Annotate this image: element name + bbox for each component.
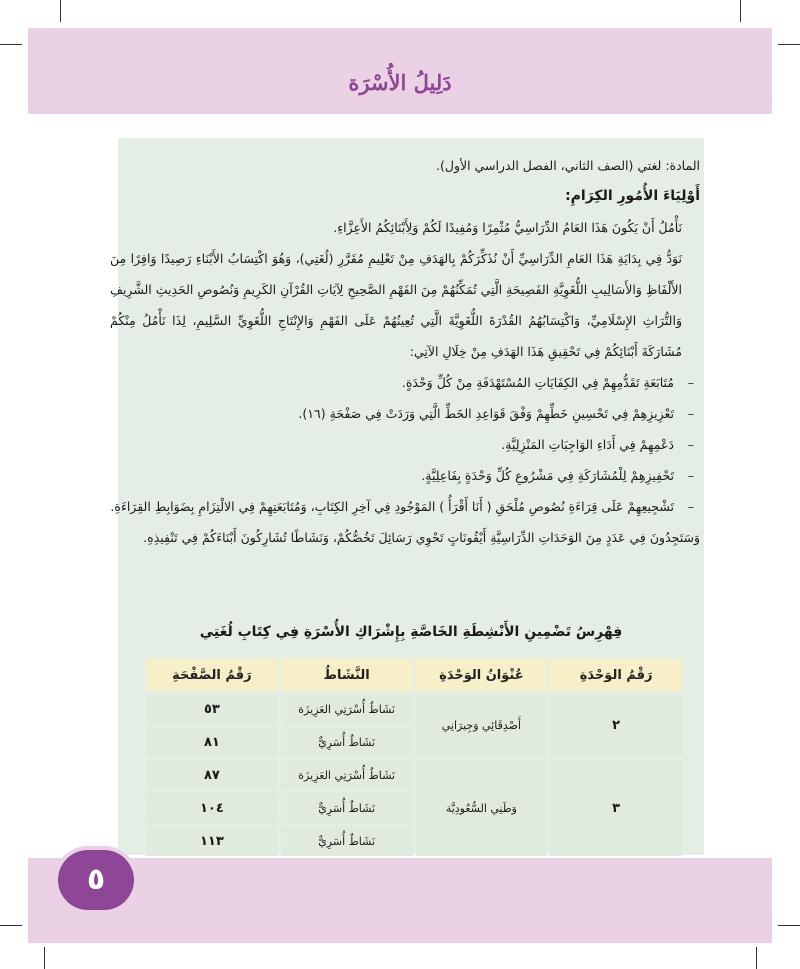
crop-mark <box>778 44 800 45</box>
page-number-badge: ٥ <box>58 850 134 910</box>
page-cell: ٥٣ <box>146 694 278 724</box>
header-unit-title: عُنْوَانُ الوَحْدَةِ <box>416 659 548 691</box>
activities-table <box>143 656 685 859</box>
activity-cell: نَشَاطٌ أُسَرِيٌّ <box>281 793 413 823</box>
crop-mark <box>60 0 61 22</box>
unit-title-cell: وَطَنِي السُّعُودِيَّة <box>416 760 548 856</box>
activity-cell: نَشَاطُ أُسْرَتِي العَزِيزَة <box>281 694 413 724</box>
crop-mark <box>740 0 741 22</box>
activity-cell: نَشَاطٌ أُسَرِيٌّ <box>281 826 413 856</box>
unit-title-cell: أَصْدِقَائِي وَجِيرَانِي <box>416 694 548 757</box>
unit-number-cell: ٢ <box>550 694 682 757</box>
page-cell: ١٠٤ <box>146 793 278 823</box>
list-item: – دَعْمِهِمْ فِي أَدَاءِ الوَاجِبَاتِ المَنْزِلِيَّةِ. <box>110 429 700 460</box>
activity-cell: نَشَاطٌ أُسَرِيٌّ <box>281 727 413 757</box>
guidance-list <box>110 367 700 522</box>
list-item: – مُتَابَعَةِ تَقَدُّمِهِمْ فِي الكِفَايَاتِ المُسْتَهْدَفَةِ مِنْ كُلِّ وَحْدَةٍ. <box>110 367 700 398</box>
intro-paragraph: نَوَدُّ فِي بِدَايَةِ هَذَا العَامِ الدِّرَاسِيِّ أَنْ نُذَكِّرَكُمْ بِالهَدَفِ مِنْ تَعْلِيمِ مُقَرَّرِ (لُغَتِي)، وَهُوَ اكْتِسَابُ الأَبْنَاءِ رَصِيدًا وَافِرًا مِنَ الأَلْفَاظِ وَالأَسَالِيبِ اللُّغَوِيَّةِ الفَصِيحَةِ الَّتِي تُمَكِّنُهُمْ مِنَ الفَهْمِ الصَّحِيحِ لِآيَاتِ القُرْآنِ الكَرِيمِ وَنُصُوصِ الحَدِيثِ الشَّرِيفِ وَالتُّرَاثِ الإِسْلَامِيِّ، وَاكْتِسَابُهُمُ القُدْرَةَ اللُّغَوِيَّةَ الَّتِي تُعِينُهُمْ عَلَى الفَهْمِ وَالإِنْتَاجِ اللُّغَوِيِّ السَّلِيمِ، لِذَا نَأْمُلُ مِنْكُمْ مُشَارَكَةَ أَبْنَائِكُمْ فِي تَحْقِيقِ هَذَا الهَدَفِ مِنْ خِلَالِ الآتِي: <box>110 251 682 359</box>
greeting: أَوْلِيَاءَ الأُمُورِ الكِرَامِ: <box>565 188 700 204</box>
table-row <box>146 760 682 790</box>
crop-mark <box>756 947 757 969</box>
index-title: فِهْرِسُ تَضْمِينِ الأَنْشِطَةِ الخَاصَّةِ بِإِشْرَاكِ الأُسْرَةِ فِي كِتَابِ لُغَتِي <box>199 624 623 640</box>
footer-band <box>28 858 772 943</box>
page-title: دَلِيلُ الأُسْرَة <box>348 70 452 95</box>
header-activity: النَّشَاطُ <box>281 659 413 691</box>
crop-mark <box>0 44 22 45</box>
page-cell: ٨١ <box>146 727 278 757</box>
page-cell: ٨٧ <box>146 760 278 790</box>
crop-mark <box>778 925 800 926</box>
unit-number-cell: ٣ <box>550 760 682 856</box>
closing-paragraph: وَسَتَجِدُونَ فِي عَدَدٍ مِنَ الوَحَدَاتِ الدِّرَاسِيَّةِ أَيْقُونَاتٍ تَحْوِي رَسَائِلَ تَخُصُّكُمْ، وَنَشَاطًا تُشَارِكُونَ أَبْنَاءَكُمْ فِي تَنْفِيذِهِ. <box>143 530 700 545</box>
table-row <box>146 694 682 724</box>
activity-cell: نَشَاطُ أُسْرَتِي العَزِيزَة <box>281 760 413 790</box>
list-item: – تَشْجِيعِهِمْ عَلَى قِرَاءَةِ نُصُوصِ مُلْحَقِ ( أَنَا أَقْرَأُ ) المَوْجُودِ فِي آخِرِ الكِتَابِ، وَمُتَابَعَتِهِمْ فِي الالْتِزَامِ بِضَوَابِطِ القِرَاءَةِ. <box>110 491 700 522</box>
crop-mark <box>0 925 22 926</box>
list-item: – تَعْزِيزِهِمْ فِي تَحْسِينِ خَطِّهِمْ وَفْقَ قَوَاعِدِ الخَطِّ الَّتِي وَرَدَتْ فِي صَفْحَةِ (١٦). <box>110 398 700 429</box>
header-page-number: رَقْمُ الصَّفْحَةِ <box>146 659 278 691</box>
wish-paragraph: نَأْمُلُ أَنْ يَكُونَ هَذَا العَامُ الدِّرَاسِيُّ مُثْمِرًا وَمُفِيدًا لَكُمْ وَلِأَبْنَائِكُمُ الأَعِزَّاءِ. <box>333 220 682 235</box>
list-item: – تَحْفِيزِهِمْ لِلْمُشَارَكَةِ فِي مَشْرُوعِ كُلِّ وَحْدَةٍ بِفَاعِلِيَّةٍ. <box>110 460 700 491</box>
letter-body <box>110 150 700 553</box>
header-unit-number: رَقْمُ الوَحْدَةِ <box>550 659 682 691</box>
table-header-row <box>146 659 682 691</box>
subject-line: المادة: لغتي (الصف الثاني، الفصل الدراسي الأول). <box>436 158 700 173</box>
page-cell: ١١٣ <box>146 826 278 856</box>
crop-mark <box>44 947 45 969</box>
